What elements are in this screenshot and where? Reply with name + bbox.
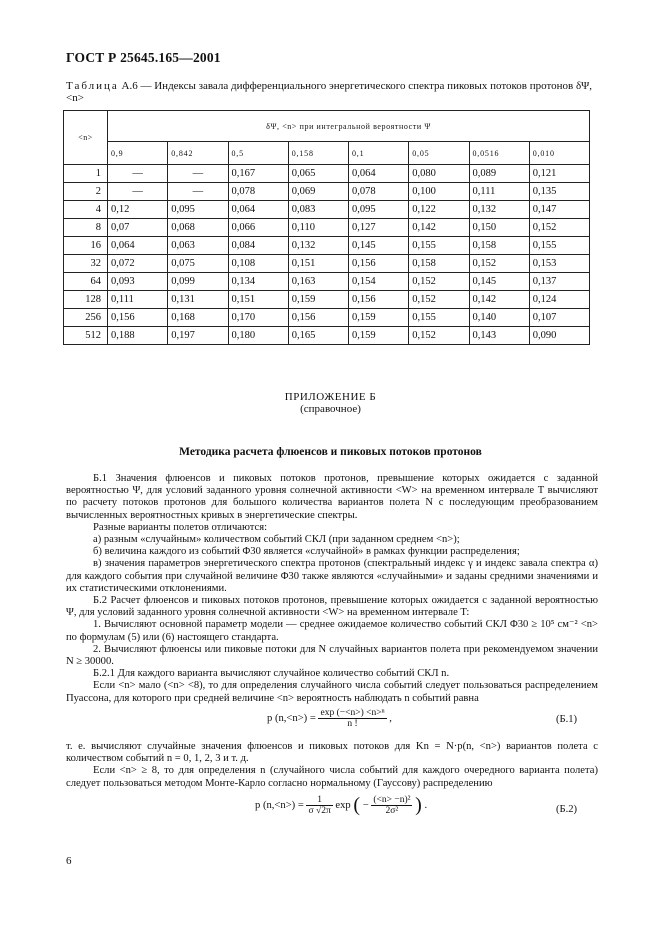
formula-b1-denominator: n ! xyxy=(347,719,358,729)
table-cell: 0,152 xyxy=(469,255,529,273)
table-cell: 0,127 xyxy=(349,219,409,237)
formula-b2-lhs: p (n,<n>) = xyxy=(255,799,304,811)
column-header-row xyxy=(64,142,590,165)
table-cell: 0,064 xyxy=(228,201,288,219)
table-cell: 0,132 xyxy=(288,237,348,255)
table-cell: 0,066 xyxy=(228,219,288,237)
table-cell: 0,134 xyxy=(228,273,288,291)
formula-b1-fraction xyxy=(318,708,386,729)
table-cell: 0,165 xyxy=(288,327,348,345)
table-cell: 0,152 xyxy=(529,219,589,237)
table-cell: 0,07 xyxy=(108,219,168,237)
paragraph: Б.2 Расчет флюенсов и пиковых потоков протонов, превышение которых ожидается с заданной вероятностью Ψ, для условий заданного уровня солнечной активности <W> на временном интервале T: xyxy=(66,595,598,619)
table-cell: 0,156 xyxy=(349,255,409,273)
table-cell: — xyxy=(168,183,228,201)
formula-b2-inner-numerator: (<n> −n)² xyxy=(373,795,411,805)
table-cell: 0,163 xyxy=(288,273,348,291)
table-row xyxy=(64,291,590,309)
body-text-block-2 xyxy=(66,741,598,790)
table-cell: 0,078 xyxy=(349,183,409,201)
formula-b2-denominator: σ √2π xyxy=(308,806,331,816)
row-label-n: 32 xyxy=(64,255,108,273)
table-cell: 0,063 xyxy=(168,237,228,255)
formula-b2-close-paren: ) xyxy=(415,794,422,816)
group-header: δΨ, <n> при интегральной вероятности Ψ xyxy=(108,111,590,142)
paragraph: Разные варианты полетов отличаются: xyxy=(93,521,268,533)
column-header: 0,9 xyxy=(108,142,168,165)
table-cell: 0,170 xyxy=(228,309,288,327)
table-cell: 0,143 xyxy=(469,327,529,345)
table-cell: 0,142 xyxy=(469,291,529,309)
appendix-subtitle: (справочное) xyxy=(300,403,361,415)
table-cell: 0,132 xyxy=(469,201,529,219)
table-cell: 0,155 xyxy=(409,237,469,255)
table-cell: 0,135 xyxy=(529,183,589,201)
table-caption-label: Таблица xyxy=(66,80,119,92)
formula-b2-inner-denominator: 2σ² xyxy=(385,806,399,816)
document-header: ГОСТ Р 25645.165—2001 xyxy=(66,50,221,65)
table-cell: 0,090 xyxy=(529,327,589,345)
table-cell: 0,158 xyxy=(469,237,529,255)
paragraph: в) значения параметров энергетического спектра протонов (спектральный индекс γ и индекс завала спектра α) для каждого события при случайной величине Φ30 также являются «случайными» и заданы средними значениями и их статистическими отклонениями. xyxy=(66,558,598,594)
formula-b2-fraction xyxy=(306,795,332,816)
column-header: 0,842 xyxy=(168,142,228,165)
table-row xyxy=(64,273,590,291)
formula-b1-label: (Б.1) xyxy=(556,714,578,725)
table-cell: 0,069 xyxy=(288,183,348,201)
column-header: 0,010 xyxy=(529,142,589,165)
table-cell: 0,075 xyxy=(168,255,228,273)
paragraph: б) величина каждого из событий Φ30 является «случайной» в рамках функции распределения; xyxy=(93,546,520,558)
table-cell: 0,080 xyxy=(409,165,469,183)
row-label-n: 1 xyxy=(64,165,108,183)
formula-b1-lhs: p (n,<n>) = xyxy=(267,712,316,724)
table-cell: 0,158 xyxy=(409,255,469,273)
formula-b2-label: (Б.2) xyxy=(556,804,578,815)
table-cell: 0,095 xyxy=(168,201,228,219)
paragraph: т. е. вычисляют случайные значения флюенсов и пиковых потоков для Kn = N·p(n, <n>) вариантов полета с количеством событий n = 0, 1, 2, 3 и т. д. xyxy=(66,741,598,765)
table-row xyxy=(64,219,590,237)
column-header: 0,0516 xyxy=(469,142,529,165)
formula-b2-inner-fraction xyxy=(371,795,412,816)
table-cell: 0,145 xyxy=(469,273,529,291)
table-cell: 0,151 xyxy=(228,291,288,309)
table-cell: 0,078 xyxy=(228,183,288,201)
table-cell: 0,064 xyxy=(349,165,409,183)
table-cell: 0,100 xyxy=(409,183,469,201)
table-cell: 0,152 xyxy=(409,327,469,345)
formula-b2-tail: . xyxy=(424,799,428,811)
table-cell: 0,188 xyxy=(108,327,168,345)
table-cell: 0,150 xyxy=(469,219,529,237)
table-cell: 0,145 xyxy=(349,237,409,255)
table-row xyxy=(64,237,590,255)
table-cell: 0,099 xyxy=(168,273,228,291)
table-cell: 0,12 xyxy=(108,201,168,219)
table-cell: 0,197 xyxy=(168,327,228,345)
table-cell: 0,089 xyxy=(469,165,529,183)
table-row xyxy=(64,165,590,183)
data-table xyxy=(63,110,590,345)
formula-b2-minus: − xyxy=(362,799,369,811)
table-body xyxy=(64,165,590,345)
table-cell: 0,167 xyxy=(228,165,288,183)
row-label-n: 4 xyxy=(64,201,108,219)
table-cell: 0,072 xyxy=(108,255,168,273)
table-cell: 0,159 xyxy=(349,309,409,327)
formula-b2-exp: exp xyxy=(335,799,351,811)
table-row xyxy=(64,201,590,219)
table-cell: 0,111 xyxy=(108,291,168,309)
row-label-n: 2 xyxy=(64,183,108,201)
row-label-n: 512 xyxy=(64,327,108,345)
formula-b1-tail: , xyxy=(389,712,392,724)
column-header: 0,05 xyxy=(409,142,469,165)
table-cell: 0,084 xyxy=(228,237,288,255)
table-cell: 0,154 xyxy=(349,273,409,291)
table-cell: — xyxy=(108,165,168,183)
table-row xyxy=(64,255,590,273)
table-cell: 0,155 xyxy=(409,309,469,327)
table-cell: 0,180 xyxy=(228,327,288,345)
table-cell: 0,083 xyxy=(288,201,348,219)
table-cell: 0,152 xyxy=(409,273,469,291)
row-label-n: 8 xyxy=(64,219,108,237)
table-cell: 0,137 xyxy=(529,273,589,291)
paragraph: 1. Вычисляют основной параметр модели — среднее ожидаемое количество событий СКЛ Φ30 ≥ 10⁵ см⁻² <n> по формулам (5) или (6) настоящего стандарта. xyxy=(66,619,598,643)
paragraph: Б.2.1 Для каждого варианта вычисляют случайное количество событий СКЛ n. xyxy=(93,668,450,680)
table-cell: 0,068 xyxy=(168,219,228,237)
table-cell: 0,110 xyxy=(288,219,348,237)
table-row xyxy=(64,309,590,327)
paragraph: Если <n> мало (<n> <8), то для определения случайного числа событий следует пользоваться распределением Пуассона, для которого при средней величине <n> вероятность наблюдать n событий равна xyxy=(66,680,598,704)
table-cell: 0,156 xyxy=(108,309,168,327)
table-cell: 0,140 xyxy=(469,309,529,327)
table-cell: 0,159 xyxy=(288,291,348,309)
table-caption xyxy=(66,80,596,104)
row-header-n: <n> xyxy=(64,111,108,165)
appendix-title: ПРИЛОЖЕНИЕ Б xyxy=(284,391,377,403)
table-cell: 0,107 xyxy=(529,309,589,327)
table-cell: — xyxy=(168,165,228,183)
table-cell: 0,168 xyxy=(168,309,228,327)
table-cell: 0,156 xyxy=(349,291,409,309)
table-cell: 0,095 xyxy=(349,201,409,219)
table-cell: 0,124 xyxy=(529,291,589,309)
table-cell: 0,131 xyxy=(168,291,228,309)
table-cell: 0,155 xyxy=(529,237,589,255)
table-cell: 0,122 xyxy=(409,201,469,219)
formula-b1 xyxy=(267,708,392,729)
paragraph: 2. Вычисляют флюенсы или пиковые потоки для N случайных вариантов полета при рекомендуемом значении N ≥ 30000. xyxy=(66,643,598,668)
table-cell: 0,065 xyxy=(288,165,348,183)
table-cell: 0,153 xyxy=(529,255,589,273)
column-header: 0,1 xyxy=(349,142,409,165)
column-header: 0,158 xyxy=(288,142,348,165)
table-cell: 0,142 xyxy=(409,219,469,237)
table-cell: 0,147 xyxy=(529,201,589,219)
page-number: 6 xyxy=(66,855,72,867)
table-row xyxy=(64,183,590,201)
column-header: 0,5 xyxy=(228,142,288,165)
table-cell: 0,093 xyxy=(108,273,168,291)
table-cell: 0,151 xyxy=(288,255,348,273)
row-label-n: 256 xyxy=(64,309,108,327)
table-cell: 0,159 xyxy=(349,327,409,345)
section-heading: Методика расчета флюенсов и пиковых потоков протонов xyxy=(179,446,482,458)
formula-b1-numerator: exp (−<n>) <n>ⁿ xyxy=(320,708,385,718)
table-cell: 0,064 xyxy=(108,237,168,255)
table-cell: 0,108 xyxy=(228,255,288,273)
row-label-n: 16 xyxy=(64,237,108,255)
formula-b2 xyxy=(255,794,427,817)
body-text-block-1 xyxy=(66,473,598,705)
formula-b2-open-paren: ( xyxy=(353,794,361,816)
formula-b2-numerator: 1 xyxy=(306,795,332,806)
table-caption-text: А.6 — Индексы завала дифференциального энергетического спектра пиковых потоков протонов δΨ, <n> xyxy=(66,80,592,104)
table-cell: 0,156 xyxy=(288,309,348,327)
table-cell: 0,111 xyxy=(469,183,529,201)
row-label-n: 128 xyxy=(64,291,108,309)
table-row xyxy=(64,327,590,345)
paragraph: Если <n> ≥ 8, то для определения n (случайного числа событий для каждого очередного варианта полета) следует пользоваться методом Монте-Карло согласно нормальному (Гауссову) распределению xyxy=(66,765,598,789)
table-cell: — xyxy=(108,183,168,201)
table-cell: 0,152 xyxy=(409,291,469,309)
table-cell: 0,121 xyxy=(529,165,589,183)
paragraph: Б.1 Значения флюенсов и пиковых потоков протонов, превышение которых ожидается с заданной вероятностью Ψ, для условий заданного уровня солнечной активности <W> на временном интервале T вычисляют по расчету потоков протонов для большого количества вариантов полета N с последующим преобразованием вычисленных вероятностных кривых в энергетические спектры. xyxy=(66,473,598,521)
paragraph: а) разным «случайным» количеством событий СКЛ (при заданном среднем <n>); xyxy=(93,534,460,546)
row-label-n: 64 xyxy=(64,273,108,291)
